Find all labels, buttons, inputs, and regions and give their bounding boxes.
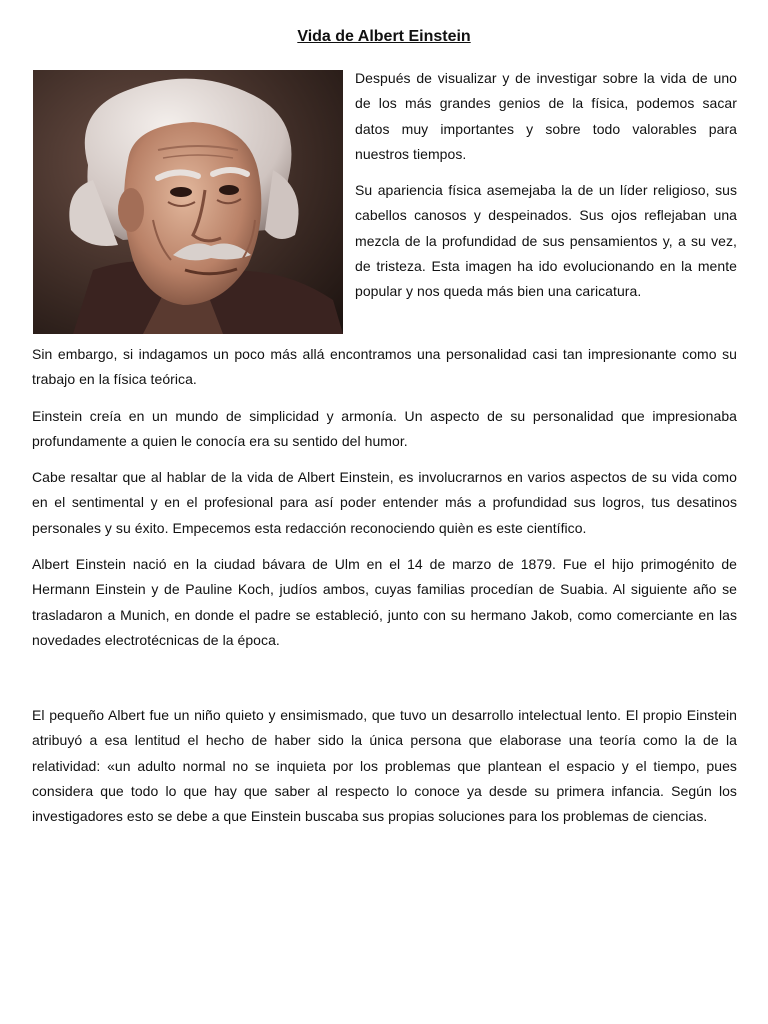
paragraph: Einstein creía en un mundo de simplicidad y armonía. Un aspecto de su personalidad que impresionaba profundamente a quien le conocía era su sentido del humor. xyxy=(32,407,737,449)
closing-body xyxy=(32,703,737,840)
main-body xyxy=(32,342,737,664)
paragraph: Su apariencia física asemejaba la de un líder religioso, sus cabellos canosos y despeinados. Sus ojos reflejaban una mezcla de la profundidad de sus pensamientos y, a su vez, de tristeza. Esta imagen ha ido evolucionando en la mente popular y nos queda más bien una caricatura. xyxy=(355,182,737,300)
paragraph: Cabe resaltar que al hablar de la vida de Albert Einstein, es involucrarnos en varios aspectos de su vida como en el sentimental y en el profesional para así poder entender más a profundidad sus logros, tus desatinos personales y su éxito. Empecemos esta redacción reconociendo quièn es este científico. xyxy=(32,469,737,536)
portrait-photo xyxy=(33,70,343,334)
paragraph: Sin embargo, si indagamos un poco más allá encontramos una personalidad casi tan impresionante como su trabajo en la física teórica. xyxy=(32,346,737,388)
portrait-illustration xyxy=(33,70,343,334)
paragraph: Después de visualizar y de investigar sobre la vida de uno de los más grandes genios de la física, podemos sacar datos muy importantes y sobre todo valorables para nuestros tiempos. xyxy=(355,70,737,162)
intro-column xyxy=(355,66,737,316)
paragraph: Albert Einstein nació en la ciudad bávara de Ulm en el 14 de marzo de 1879. Fue el hijo primogénito de Hermann Einstein y de Pauline Koch, judíos ambos, cuyas familias procedían de Suabia. Al siguiente año se trasladaron a Munich, en donde el padre se estableció, junto con su hermano Jakob, como comerciante en las novedades electrotécnicas de la época. xyxy=(32,556,737,648)
paragraph: El pequeño Albert fue un niño quieto y ensimismado, que tuvo un desarrollo intelectual lento. El propio Einstein atribuyó a esa lentitud el hecho de haber sido la única persona que elaborase una teoría como la de la relatividad: «un adulto normal no se inquieta por los problemas que plantean el espacio y el tiempo, pues considera que todo lo que hay que saber al respecto lo conoce ya desde su primera infancia. Según los investigadores esto se debe a que Einstein buscaba sus propias soluciones para los problemas de ciencias. xyxy=(32,707,737,825)
page-title: Vida de Albert Einstein xyxy=(297,28,471,45)
